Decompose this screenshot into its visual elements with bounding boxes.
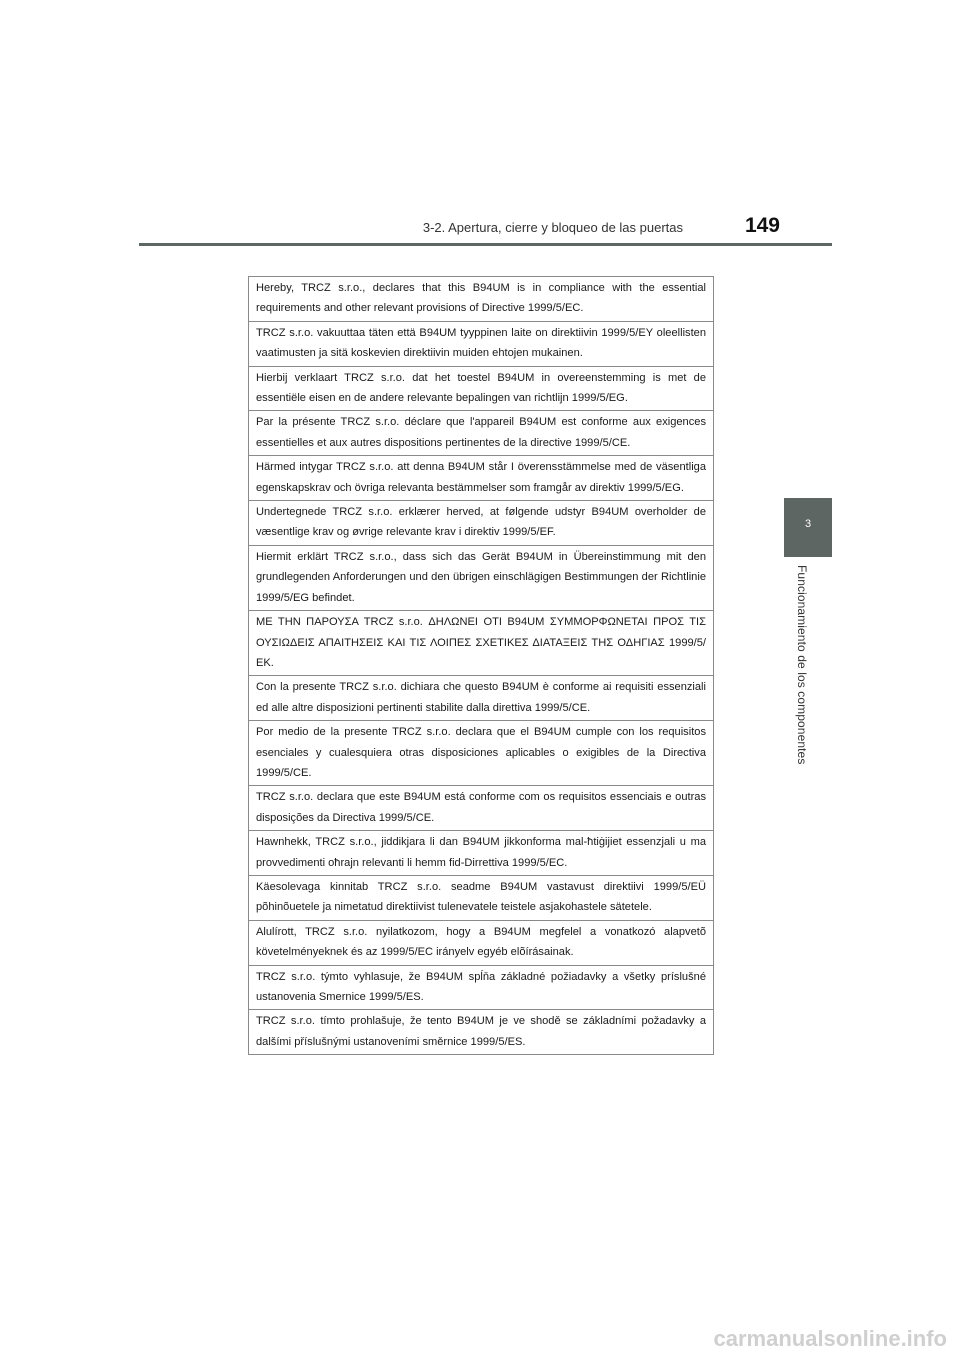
table-row (249, 875, 714, 920)
table-row (249, 965, 714, 1010)
table-row (249, 721, 714, 786)
table-row (249, 501, 714, 546)
table-row (249, 545, 714, 610)
declaration-finnish: TRCZ s.r.o. vakuuttaa täten että B94UM tyyppinen laite on direktiivin 1999/5/EY oleellisten vaatimusten ja sitä koskevien direktiivin muiden ehtojen mukainen. (249, 321, 714, 366)
section-title: 3-2. Apertura, cierre y bloqueo de las puertas (422, 220, 683, 235)
table-row (249, 831, 714, 876)
chapter-number: 3 (804, 518, 812, 530)
declaration-swedish: Härmed intygar TRCZ s.r.o. att denna B94UM står I överensstämmelse med de väsentliga egenskapskrav och övriga relevanta bestämmelser som framgår av direktiv 1999/5/EG. (249, 456, 714, 501)
table-row (249, 366, 714, 411)
table-row (249, 611, 714, 676)
declaration-italian: Con la presente TRCZ s.r.o. dichiara che questo B94UM è conforme ai requisiti essenziali ed alle altre disposizioni pertinenti stabilite dalla direttiva 1999/5/CE. (249, 676, 714, 721)
declaration-dutch: Hierbij verklaart TRCZ s.r.o. dat het toestel B94UM in overeenstemming is met de essentiële eisen en de andere relevante bepalingen van richtlijn 1999/5/EG. (249, 366, 714, 411)
declaration-french: Par la présente TRCZ s.r.o. déclare que l'appareil B94UM est conforme aux exigences essentielles et aux autres dispositions pertinentes de la directive 1999/5/CE. (249, 411, 714, 456)
declaration-maltese: Hawnhekk, TRCZ s.r.o., jiddikjara li dan B94UM jikkonforma mal-ħtiġijiet essenzjali u ma provvedimenti oħrajn relevanti li hemm fid-Dirrettiva 1999/5/EC. (249, 831, 714, 876)
chapter-tab (784, 498, 832, 557)
declaration-english: Hereby, TRCZ s.r.o., declares that this B94UM is in compliance with the essential requirements and other relevant provisions of Directive 1999/5/EC. (249, 277, 714, 322)
declaration-greek: ΜΕ ΤΗΝ ΠΑΡΟΥΣΑ TRCZ s.r.o. ΔΗΛΩΝΕΙ ΟΤΙ B94UM ΣΥΜΜΟΡΦΩΝΕΤΑΙ ΠΡΟΣ ΤΙΣ ΟΥΣΙΩΔΕΙΣ ΑΠΑΙΤΗΣΕΙΣ ΚΑΙ ΤΙΣ ΛΟΙΠΕΣ ΣΧΕΤΙΚΕΣ ΔΙΑΤΑΞΕΙΣ ΤΗΣ ΟΔΗΓΙΑΣ 1999/5/ΕΚ. (249, 611, 714, 676)
declaration-german: Hiermit erklärt TRCZ s.r.o., dass sich das Gerät B94UM in Übereinstimmung mit den grundlegenden Anforderungen und den übrigen einschlägigen Bestimmungen der Richtlinie 1999/5/EG befindet. (249, 545, 714, 610)
declaration-czech: TRCZ s.r.o. tímto prohlašuje, že tento B94UM je ve shodě se základními požadavky a dalšími příslušnými ustanoveními směrnice 1999/5/ES. (249, 1010, 714, 1055)
declaration-estonian: Käesolevaga kinnitab TRCZ s.r.o. seadme B94UM vastavust direktiivi 1999/5/EÜ põhinõuetele ja nimetatud direktiivist tulenevatele teistele asjakohastele sätetele. (249, 875, 714, 920)
table-row (249, 676, 714, 721)
table-row (249, 920, 714, 965)
chapter-side-label: Funcionamiento de los componentes (795, 565, 809, 765)
table-row (249, 321, 714, 366)
header-divider (139, 243, 832, 246)
table-row (249, 1010, 714, 1055)
declaration-slovak: TRCZ s.r.o. týmto vyhlasuje, že B94UM spĺňa základné požiadavky a všetky príslušné ustanovenia Smernice 1999/5/ES. (249, 965, 714, 1010)
footer-watermark: carmanualsonline.info (713, 1326, 947, 1351)
declaration-portuguese: TRCZ s.r.o. declara que este B94UM está conforme com os requisitos essenciais e outras disposições da Directiva 1999/5/CE. (249, 786, 714, 831)
table-row (249, 456, 714, 501)
declaration-hungarian: Alulírott, TRCZ s.r.o. nyilatkozom, hogy a B94UM megfelel a vonatkozó alapvetõ követelményeknek és az 1999/5/EC irányelv egyéb elõírásainak. (249, 920, 714, 965)
table-row (249, 277, 714, 322)
declaration-danish: Undertegnede TRCZ s.r.o. erklærer herved, at følgende udstyr B94UM overholder de væsentlige krav og øvrige relevante krav i direktiv 1999/5/EF. (249, 501, 714, 546)
table-row (249, 411, 714, 456)
page-number: 149 (744, 214, 780, 237)
declaration-spanish: Por medio de la presente TRCZ s.r.o. declara que el B94UM cumple con los requisitos esenciales y cualesquiera otras disposiciones aplicables o exigibles de la Directiva 1999/5/CE. (249, 721, 714, 786)
declarations-table (248, 276, 714, 1055)
table-row (249, 786, 714, 831)
